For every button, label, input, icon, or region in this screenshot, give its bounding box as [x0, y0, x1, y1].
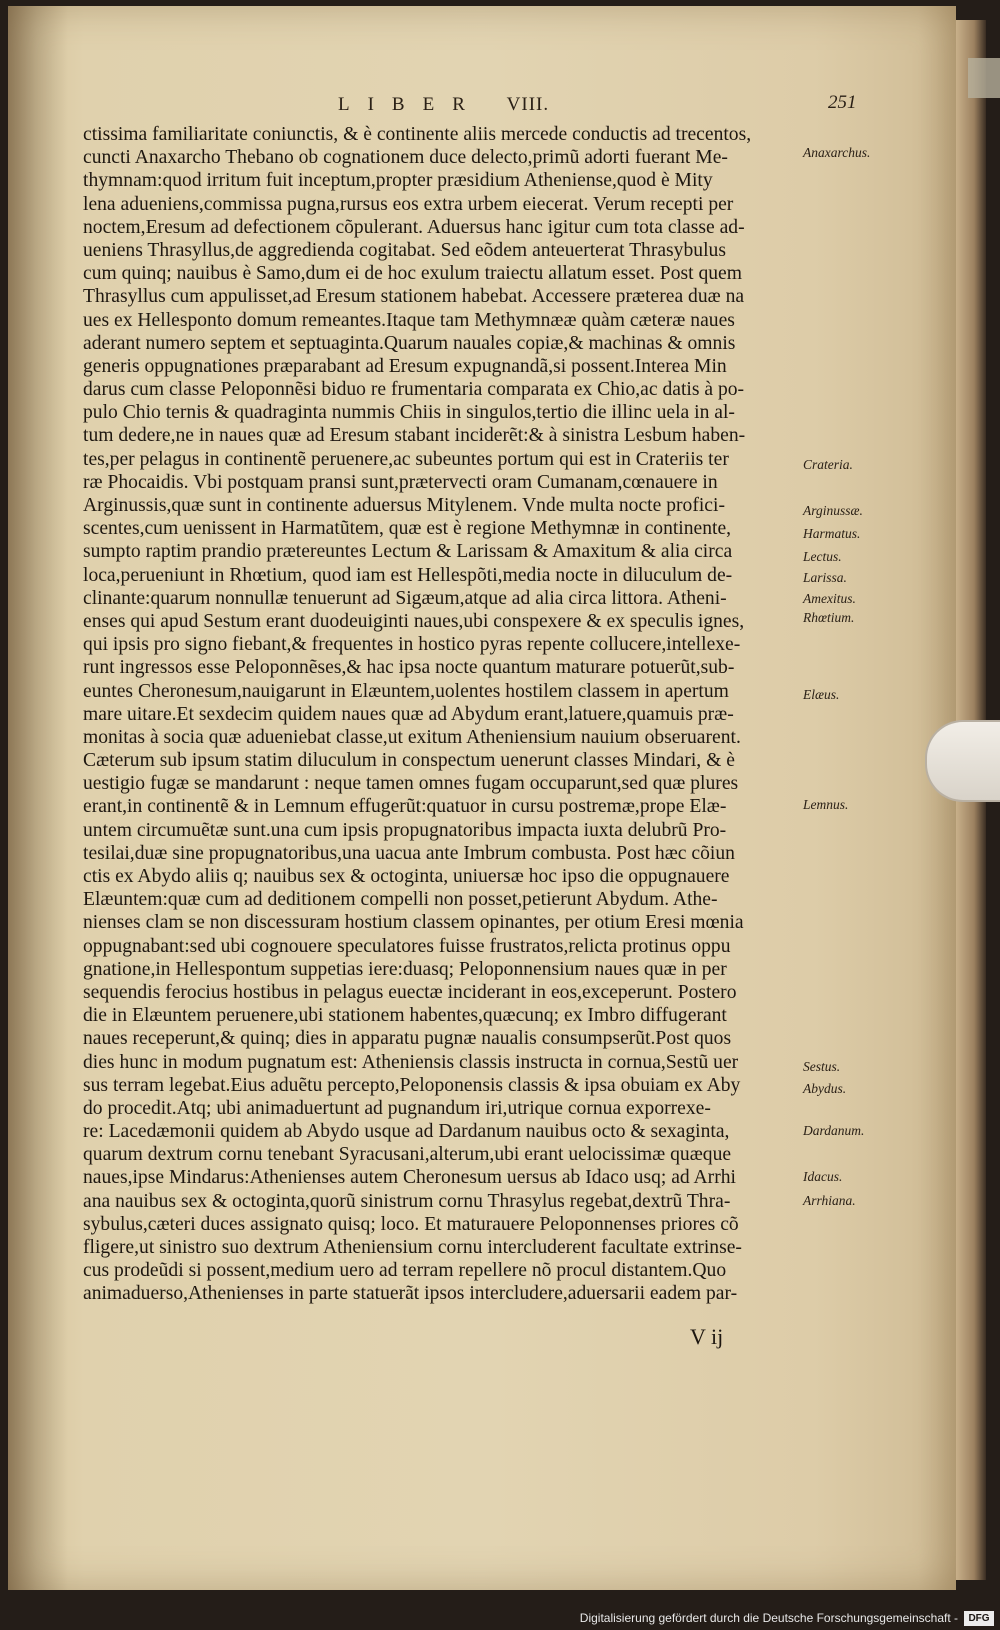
text-line: thymnam:quod irritum fuit inceptum,propter præsidium Atheniense,quod è Mity	[83, 170, 713, 192]
text-line: cuncti Anaxarcho Thebano ob cognationem duce delecto,primũ adorti fuerant Me-	[83, 147, 728, 169]
text-line: enses qui apud Sestum erant duodeuiginti naues,ubi conspexere & ex speculis ignes,	[83, 610, 745, 632]
margin-note: Dardanum.	[803, 1123, 865, 1138]
text-line: cus prodeũdi si possent,medium uero ad terram repellere nõ procul distantem.Quo	[83, 1260, 727, 1282]
margin-note: Anaxarchus.	[803, 145, 871, 160]
text-line: nienses clam se non discessuram hostium classem opinantes, per otium Eresi mœnia	[83, 912, 744, 934]
text-line: ctissima familiaritate coniunctis, & è continente aliis mercede conductis ad trecentos,	[83, 124, 752, 145]
text-line: animaduerso,Athenienses in parte statuerãt ipsos intercludere,aduersarii eadem par-	[83, 1283, 738, 1305]
text-line: Elæuntem:quæ cum ad deditionem compelli non posset,petierunt Abydum. Athe-	[83, 889, 718, 911]
margin-note: Arrhiana.	[803, 1193, 856, 1208]
text-line: qui ipsis pro signo fiebant,& frequentes in hostico pyras repente collucere,intellexe-	[83, 634, 741, 656]
folio-number: 251	[828, 92, 857, 113]
text-line: gnatione,in Hellespontum suppetias iere:duasq; Peloponnensium naues quæ in per	[83, 958, 727, 980]
dfg-logo: DFG	[964, 1611, 994, 1626]
tape-strip	[968, 58, 1000, 98]
text-line: monitas à socia quæ adueniebat classe,ut exitum Atheniensium nauium obseruarent.	[83, 726, 741, 748]
text-line: naues receperunt,& quinq; dies in apparatu pugnæ naualis consumpserũt.Post quos	[83, 1028, 732, 1050]
margin-note: Arginussæ.	[803, 503, 863, 518]
signature-mark: V ij	[690, 1324, 724, 1349]
margin-note: Idacus.	[803, 1169, 843, 1184]
text-line: do procedit.Atq; ubi animaduertunt ad pugnandum iri,utrique cornua exporrexe-	[83, 1097, 711, 1119]
text-line: lena adueniens,commissa pugna,rursus eos extra urbem eiecerat. Verum recepti per	[83, 193, 734, 215]
text-line: quarum dextrum cornu tenebant Syracusani,alterum,ubi erant uelocissimæ quæque	[83, 1144, 732, 1166]
text-line: ueniens Thrasyllus,de aggredienda cogitabat. Sed eõdem anteuerterat Thrasybulus	[83, 239, 726, 261]
text-line: euntes Cheronesum,nauigarunt in Elæuntem,uolentes hostilem classem in apertum	[83, 680, 729, 702]
text-line: cum quinq; nauibus è Samo,dum ei de hoc exulum traiectu allatum esset. Post quem	[83, 263, 742, 285]
text-line: tes,per pelagus in continentẽ peruenere,ac subeuntes portum qui est in Crateriis ter	[83, 448, 729, 470]
text-line: sybulus,cæteri duces assignato quisq; loco. Et maturauere Peloponnenses priores cõ	[83, 1213, 739, 1235]
running-head	[338, 94, 549, 116]
margin-note: Abydus.	[803, 1081, 847, 1096]
page-gutter-shadow	[8, 6, 68, 1590]
margin-note: Lemnus.	[803, 797, 849, 812]
text-line: Thrasyllus cum appulisset,ad Eresum stationem habebat. Accessere præterea duæ na	[83, 286, 745, 308]
text-line: ræ Phocaidis. Vbi postquam pransi sunt,prætervecti oram Cumanam,cœnauere in	[83, 471, 718, 493]
text-line: sumpto raptim prandio prætereuntes Lectum & Larissam & Amaxitum & alia circa	[83, 541, 733, 563]
text-line: loca,perueniunt in Rhœtium, quod iam est Hellespõti,media nocte in diluculum de-	[83, 564, 733, 586]
text-line: tesilai,duæ sine propugnatoribus,una uacua ante Imbrum combusta. Post hæc cõiun	[83, 842, 735, 864]
margin-note: Rhœtium.	[803, 610, 855, 625]
text-line: tum dedere,ne in naues quæ ad Eresum stabant inciderẽt:& à sinistra Lesbum haben-	[83, 425, 746, 447]
text-line: die in Elæuntem peruenere,ubi stationem habentes,quæcunq; ex Imbro diffugerant	[83, 1005, 727, 1027]
text-line: ana nauibus sex & octoginta,quorũ sinistrum cornu Thrasylus regebat,dextrũ Thra-	[83, 1190, 731, 1212]
text-line: fligere,ut sinistro suo dextrum Atheniensium cornu intercluderent facultate extrinse-	[83, 1237, 742, 1258]
text-line: Arginussis,quæ sunt in continente aduersus Mitylenem. Vnde multa nocte profici-	[83, 495, 725, 516]
running-head-liber: LIBER	[338, 94, 483, 115]
text-line: runt ingressos esse Peloponnẽses,& hac ipsa nocte quantum maturare potuerũt,sub-	[83, 657, 735, 679]
book-page	[8, 6, 956, 1590]
page-clip-marker	[925, 720, 1000, 802]
text-line: sequendis ferocius hostibus in pelagus euectæ inciderant in eos,exceperunt. Postero	[83, 981, 737, 1003]
text-line: generis oppugnationes præparabant ad Eresum expugnandã,si possent.Interea Min	[83, 355, 727, 377]
text-line: dies hunc in modum pugnatum est: Atheniensis classis instructa in cornua,Sestũ uer	[83, 1051, 739, 1073]
text-line: oppugnabant:sed ubi cognouere speculatores fuisse frustratos,relicta protinus oppu	[83, 935, 731, 957]
text-line: re: Lacedæmonii quidem ab Abydo usque ad Dardanum nauibus octo & sexaginta,	[83, 1121, 730, 1143]
margin-note: Amexitus.	[803, 591, 856, 606]
margin-note: Crateria.	[803, 457, 853, 472]
margin-note: Lectus.	[803, 549, 842, 564]
text-line: untem circumuẽtæ sunt.una cum ipsis propugnatoribus impacta iuxta delubrũ Pro-	[83, 819, 727, 841]
text-line: aderant numero septem et septuaginta.Quarum nauales copiæ,& machinas & omnis	[83, 332, 736, 354]
running-head-book: VIII.	[506, 94, 550, 115]
text-line: pulo Chio ternis & quadraginta nummis Chiis in singulos,tertio die illinc uela in al-	[83, 402, 735, 424]
text-line: naues,ipse Mindarus:Athenienses autem Cheronesum uersus ab Idaco usq; ad Arrhi	[83, 1167, 736, 1189]
text-line: ctis ex Abydo aliis q; nauibus sex & octoginta, uniuersæ hoc ipso die oppugnauere	[83, 866, 730, 887]
footer-credit: Digitalisierung gefördert durch die Deutsche Forschungsgemeinschaft -	[579, 1611, 958, 1625]
text-line: uestigio fugæ se mandarunt : neque tamen omnes fugam occuparunt,sed quæ plures	[83, 773, 739, 795]
text-line: sus terram legebat.Eius aduẽtu percepto,Peloponensis classis & ipsa obuiam ex Aby	[83, 1074, 741, 1096]
text-line: clinante:quarum nonnullæ tenuerunt ad Sigæum,atque ad alia circa littora. Atheni-	[83, 587, 727, 609]
text-line: Cæterum sub ipsum statim diluculum in conspectum uenerunt classes Mindari, & è	[83, 750, 735, 772]
body-text	[83, 123, 803, 1306]
text-line: darus cum classe Peloponnẽsi biduo re frumentaria comparata ex Chio,ac datis à po-	[83, 379, 745, 401]
text-line: scentes,cum uenissent in Harmatũtem, quæ est è regione Methymnæ in continente,	[83, 518, 732, 540]
text-line: erant,in continentẽ & in Lemnum effugerũt:quatuor in cursu postremæ,prope Elæ-	[83, 796, 727, 818]
margin-note: Harmatus.	[803, 526, 861, 541]
text-line: noctem,Eresum ad defectionem cõpulerant. Aduersus hanc igitur cum tota classe ad-	[83, 216, 745, 238]
text-line: ues ex Hellesponto domum remeantes.Itaque tam Methymnææ quàm cæteræ naues	[83, 309, 735, 331]
margin-note: Elæus.	[803, 687, 840, 702]
footer-bar	[0, 1608, 1000, 1630]
margin-note: Sestus.	[803, 1059, 841, 1074]
text-line: mare uitare.Et sexdecim quidem naues quæ ad Abydum erant,latuere,quamuis præ-	[83, 703, 734, 725]
margin-note: Larissa.	[803, 570, 847, 585]
